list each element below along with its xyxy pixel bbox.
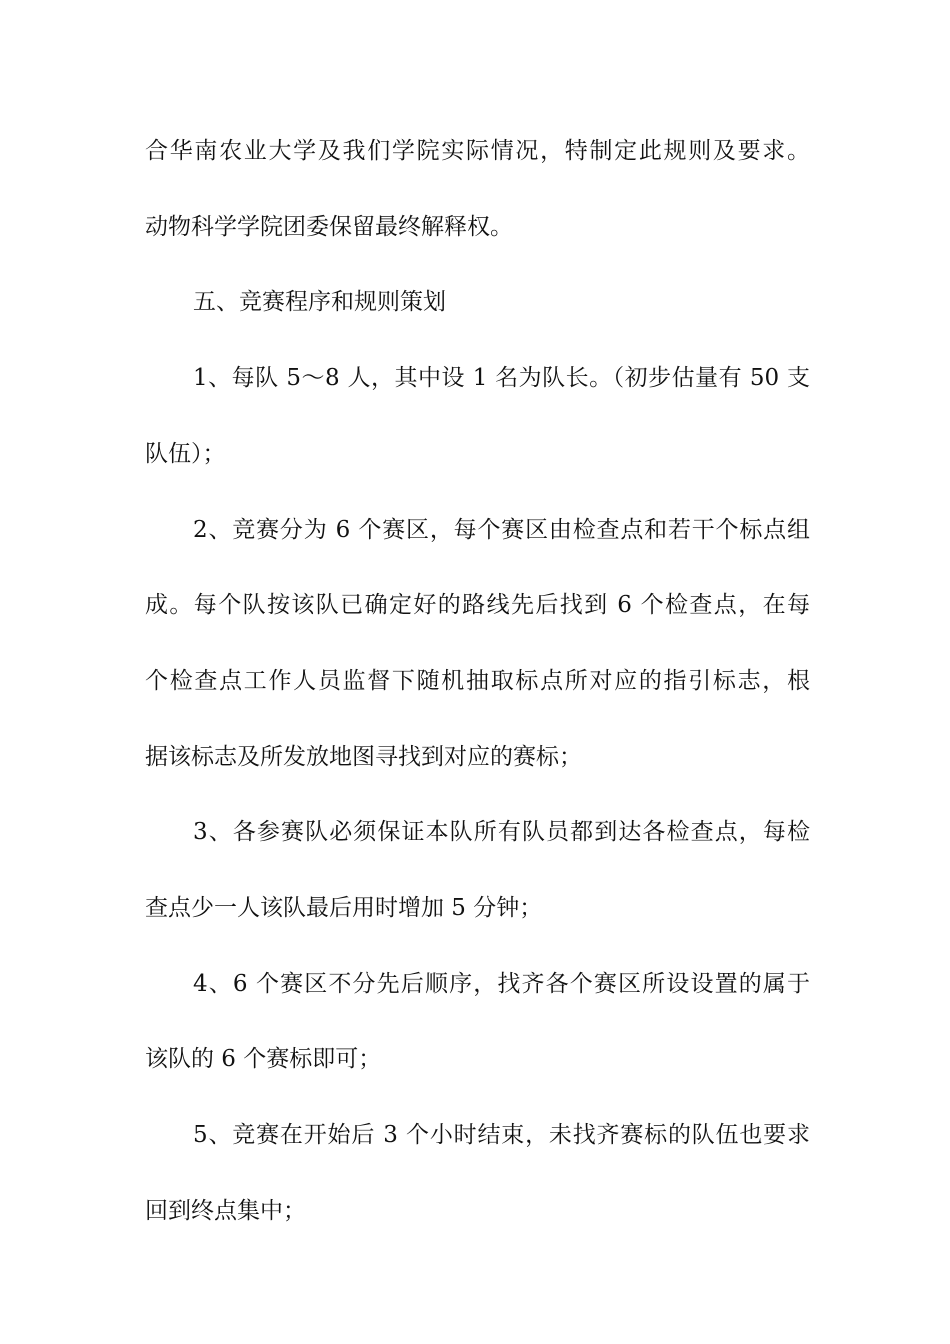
list-item-2-line: 个检查点工作人员监督下随机抽取标点所对应的指引标志，根 bbox=[145, 668, 810, 694]
paragraph-line: 合华南农业大学及我们学院实际情况，特制定此规则及要求。 bbox=[145, 138, 810, 164]
list-item-5-line: 5、竞赛在开始后 3 个小时结束，未找齐赛标的队伍也要求 bbox=[193, 1122, 810, 1148]
list-item-4-line: 该队的 6 个赛标即可； bbox=[145, 1046, 382, 1072]
list-item-4-line: 4、6 个赛区不分先后顺序，找齐各个赛区所设设置的属于 bbox=[193, 971, 810, 997]
section-heading: 五、竞赛程序和规则策划 bbox=[193, 289, 446, 315]
list-item-2-line: 2、竞赛分为 6 个赛区，每个赛区由检查点和若干个标点组 bbox=[193, 517, 810, 543]
list-item-2-line: 成。每个队按该队已确定好的路线先后找到 6 个检查点，在每 bbox=[145, 592, 810, 618]
list-item-1-line: 1、每队 5～8 人，其中设 1 名为队长。（初步估量有 50 支 bbox=[193, 365, 810, 391]
paragraph-line: 动物科学学院团委保留最终解释权。 bbox=[145, 214, 513, 240]
list-item-3-line: 3、各参赛队必须保证本队所有队员都到达各检查点，每检 bbox=[193, 819, 810, 845]
list-item-5-line: 回到终点集中； bbox=[145, 1198, 306, 1224]
list-item-1-line: 队伍）； bbox=[145, 441, 226, 467]
list-item-2-line: 据该标志及所发放地图寻找到对应的赛标； bbox=[145, 744, 582, 770]
list-item-3-line: 查点少一人该队最后用时增加 5 分钟； bbox=[145, 895, 543, 921]
